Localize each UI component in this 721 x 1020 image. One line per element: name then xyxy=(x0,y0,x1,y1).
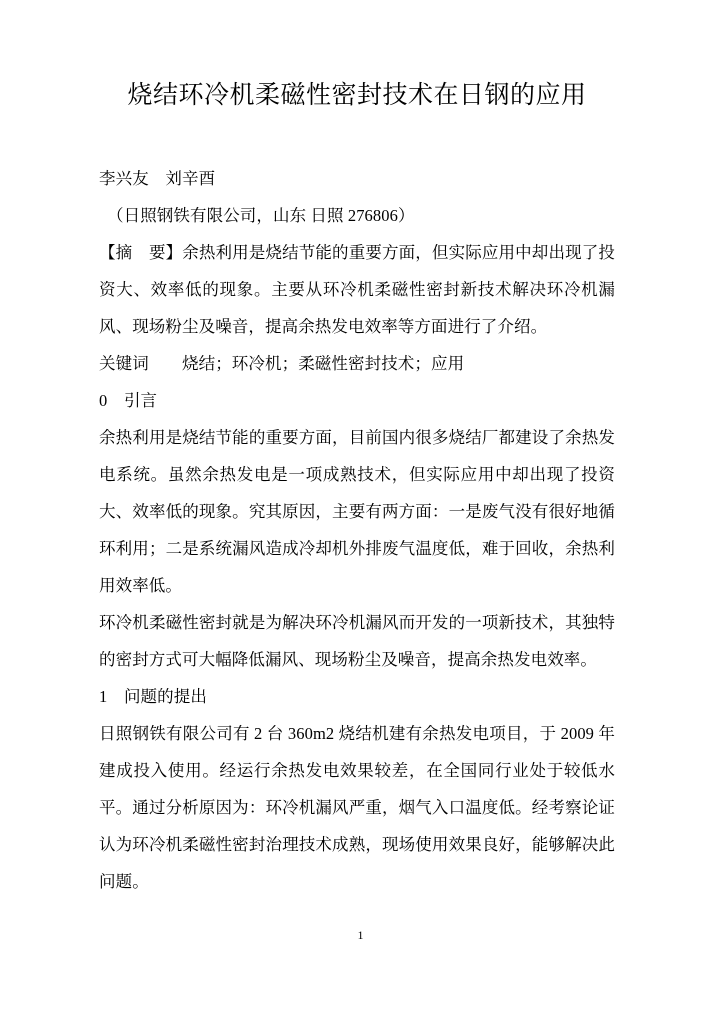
page-title: 烧结环冷机柔磁性密封技术在日钢的应用 xyxy=(127,82,587,109)
page-content xyxy=(99,0,615,900)
affiliation-line: （日照钢铁有限公司，山东 日照 276806） xyxy=(107,206,415,225)
abstract-paragraph: 【摘 要】余热利用是烧结节能的重要方面，但实际应用中却出现了投资大、效率低的现象。主要从环冷机柔磁性密封新技术解决环冷机漏风、现场粉尘及噪音，提高余热发电效率等方面进行了介绍。 xyxy=(99,243,615,336)
page-number: 1 xyxy=(357,928,364,942)
section-0-paragraph-0: 余热利用是烧结节能的重要方面，目前国内很多烧结厂都建设了余热发电系统。虽然余热发电是一项成熟技术，但实际应用中却出现了投资大、效率低的现象。究其原因，主要有两方面：一是废气没有很好地循环利用；二是系统漏风造成冷却机外排废气温度低，难于回收，余热利用效率低。 xyxy=(99,428,615,595)
section-0-paragraph-1: 环冷机柔磁性密封就是为解决环冷机漏风而开发的一项新技术，其独特的密封方式可大幅降低漏风、现场粉尘及噪音，提高余热发电效率。 xyxy=(99,613,615,669)
section-1-paragraph-0: 日照钢铁有限公司有 2 台 360m2 烧结机建有余热发电项目，于 2009 年建成投入使用。经运行余热发电效果较差，在全国同行业处于较低水平。通过分析原因为：环冷机漏风严重，烟气入口温度低。经考察论证认为环冷机柔磁性密封治理技术成熟，现场使用效果良好，能够解决此问题。 xyxy=(99,724,615,891)
section-heading-0: 0 引言 xyxy=(99,391,158,410)
author-line: 李兴友 刘辛酉 xyxy=(99,169,216,188)
keywords-line: 关键词 烧结；环冷机；柔磁性密封技术；应用 xyxy=(99,354,465,373)
section-heading-1: 1 问题的提出 xyxy=(99,687,207,706)
